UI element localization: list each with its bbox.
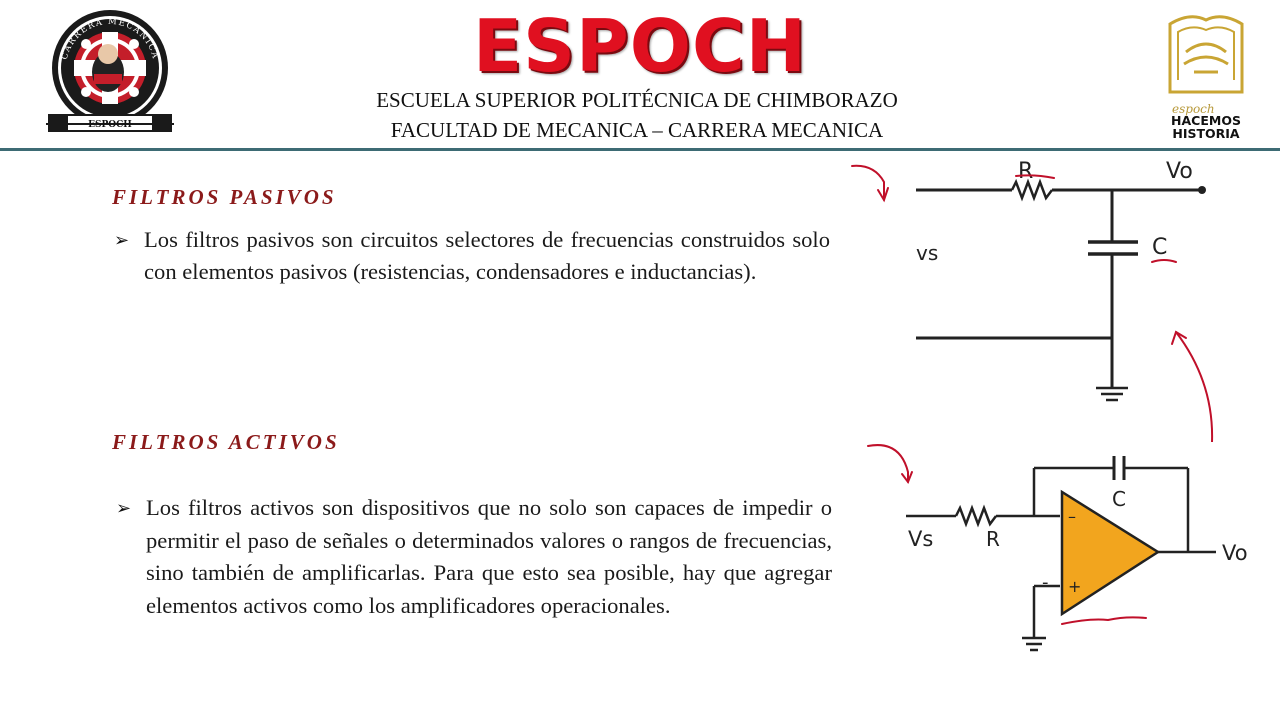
faculty-name: FACULTAD DE MECANICA – CARRERA MECANICA	[390, 118, 884, 142]
annotation-underline-c	[1152, 260, 1176, 262]
header-divider	[0, 148, 1280, 151]
label-r: R	[986, 527, 1000, 551]
logo-banner-text: ESPOCH	[88, 120, 132, 130]
section-title-filtros-pasivos: FILTROS PASIVOS	[112, 185, 337, 209]
label-vo: Vo	[1222, 541, 1248, 565]
output-node	[1198, 186, 1206, 194]
label-r: R	[1018, 159, 1034, 184]
logo-ring-text: CARRERA MECÁNICA	[59, 16, 161, 61]
slogan-line-2: HISTORIA	[1172, 126, 1240, 141]
bullet-filtros-activos	[116, 492, 832, 622]
annotation-underline-opamp	[1062, 617, 1146, 624]
passive-rc-filter-diagram	[840, 152, 1260, 442]
slide-header	[0, 0, 1280, 150]
active-opamp-filter-diagram	[860, 438, 1280, 668]
label-ground-minus: -	[1042, 572, 1049, 593]
bullet-arrow-icon: ➢	[116, 498, 132, 518]
annotation-arrow-right-icon	[1176, 332, 1212, 442]
espoch-script: espoch	[1172, 102, 1215, 116]
resistor-r	[956, 508, 996, 524]
label-c: C	[1112, 487, 1126, 511]
bullet-arrow-icon: ➢	[114, 230, 130, 250]
slogan-line-1: HACEMOS	[1171, 113, 1241, 128]
espoch-hacemos-historia-logo	[1160, 10, 1252, 146]
label-vo: Vo	[1166, 159, 1193, 184]
section-title-filtros-activos: FILTROS ACTIVOS	[112, 430, 340, 454]
bullet-text: Los filtros activos son dispositivos que no solo son capaces de impedir o permitir el paso de señales o determinados valores o rangos de frecuencias, sino también de amplificarlas. Para que esto sea posible, hay que agregar elementos activos como los amplificadores operacionales.	[146, 495, 832, 618]
label-c: C	[1152, 235, 1168, 260]
bullet-text: Los filtros pasivos son circuitos selectores de frecuencias construidos solo con elementos pasivos (resistencias, condensadores e inductancias).	[144, 227, 830, 284]
annotation-arrow-input-icon	[868, 445, 908, 482]
brand-title: ESPOCH	[472, 4, 808, 88]
label-plus: +	[1068, 577, 1082, 596]
annotation-arrow-input-icon	[852, 166, 884, 200]
resistor-r	[1012, 182, 1052, 198]
label-minus: –	[1068, 507, 1076, 526]
institution-name: ESCUELA SUPERIOR POLITÉCNICA DE CHIMBORAZO	[376, 88, 898, 112]
label-vs: vs	[916, 241, 939, 265]
bullet-filtros-pasivos	[114, 224, 830, 288]
label-vs: Vs	[908, 527, 934, 551]
espoch-crest-icon	[1160, 10, 1252, 102]
